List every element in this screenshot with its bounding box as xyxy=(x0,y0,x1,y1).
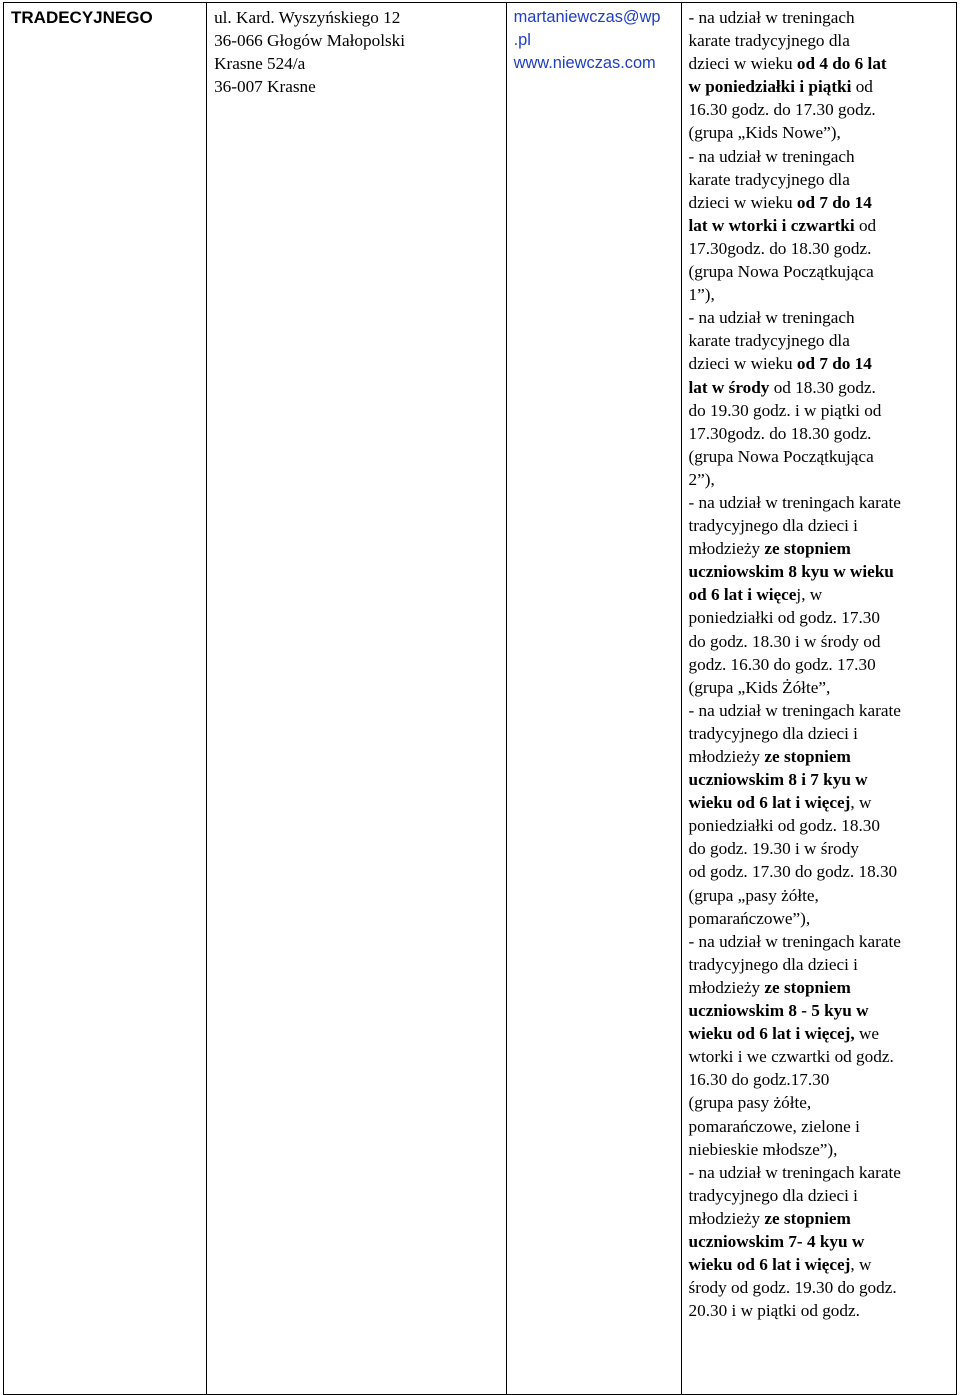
text: - na udział w treningach karate xyxy=(688,931,901,951)
text: od 18.30 godz. xyxy=(769,377,876,397)
text: poniedziałki od godz. 18.30 xyxy=(688,816,880,836)
description-line xyxy=(689,1045,950,1068)
text: 17.30godz. do 18.30 godz. xyxy=(688,423,872,443)
description-line xyxy=(689,1207,950,1230)
description-line xyxy=(689,630,950,653)
text: - na udział w treningach xyxy=(688,8,855,27)
description-line xyxy=(689,976,950,999)
text: 16.30 godz. do 17.30 godz. xyxy=(688,100,876,120)
bold-text: ze stopniem xyxy=(764,977,851,997)
organization-table xyxy=(3,2,957,1395)
description-line xyxy=(689,491,950,514)
text: - na udział w treningach xyxy=(688,146,855,166)
website-link[interactable]: www.niewczas.com xyxy=(513,54,656,73)
text: tradycyjnego dla dzieci i xyxy=(688,723,858,743)
bold-text: od 7 do 14 xyxy=(796,192,872,212)
description-line xyxy=(689,52,950,75)
description-line xyxy=(689,1253,950,1276)
text: karate tradycyjnego dla xyxy=(688,31,850,51)
description-line xyxy=(689,999,950,1022)
text: młodzieży xyxy=(688,539,765,559)
bold-text: ze stopniem xyxy=(764,747,851,766)
text: karate tradycyjnego dla xyxy=(688,169,850,189)
address-line: Krasne 524/a xyxy=(214,54,306,74)
description-line xyxy=(689,468,950,491)
bold-text: ze stopniem xyxy=(764,539,851,559)
description-line xyxy=(689,953,950,976)
text: 17.30godz. do 18.30 godz. xyxy=(688,238,872,258)
text: dzieci w wieku xyxy=(688,54,797,74)
organization-name-cell xyxy=(4,3,207,1395)
bold-text: od 7 do 14 xyxy=(796,354,872,374)
text: 1”), xyxy=(688,285,715,305)
text: tradycyjnego dla dzieci i xyxy=(688,516,858,536)
text: (grupa „pasy żółte, xyxy=(688,885,819,905)
bold-text: od 6 lat i więce xyxy=(688,585,797,605)
description-line xyxy=(689,6,950,29)
contact-cell xyxy=(506,3,681,1395)
description-line xyxy=(689,1115,950,1138)
email-link-continued[interactable]: .pl xyxy=(513,31,531,50)
bold-text: lat w wtorki i czwartki xyxy=(688,215,855,235)
bold-text: wieku od 6 lat i więcej xyxy=(688,1255,851,1275)
description-line xyxy=(689,560,950,583)
description-line xyxy=(689,537,950,560)
text: (grupa „Kids Nowe”), xyxy=(688,123,841,143)
description-line xyxy=(689,1184,950,1207)
description-line xyxy=(689,168,950,191)
text: , w xyxy=(850,793,872,813)
text: do godz. 18.30 i w środy od xyxy=(688,631,881,651)
description-line xyxy=(689,930,950,953)
address-cell xyxy=(207,3,507,1395)
description-line xyxy=(689,860,950,883)
text: 16.30 do godz.17.30 xyxy=(688,1070,830,1090)
description-line xyxy=(689,306,950,329)
description-line xyxy=(689,283,950,306)
description-line xyxy=(689,722,950,745)
description-line xyxy=(689,676,950,699)
description-line xyxy=(689,1022,950,1045)
text: od xyxy=(854,215,877,235)
bold-text: od 4 do 6 lat xyxy=(796,54,887,74)
description-line xyxy=(689,514,950,537)
text: młodzieży xyxy=(688,1208,765,1228)
text: do 19.30 godz. i w piątki od xyxy=(688,400,882,420)
text: do godz. 19.30 i w środy xyxy=(688,839,859,859)
bold-text: wieku od 6 lat i więcej xyxy=(688,793,851,813)
text: 20.30 i w piątki od godz. xyxy=(688,1301,860,1321)
bold-text: uczniowskim 8 - 5 kyu w xyxy=(688,1001,869,1021)
description-line xyxy=(689,791,950,814)
bold-text: wieku od 6 lat i więcej, xyxy=(688,1024,855,1044)
description-line xyxy=(689,837,950,860)
description-line xyxy=(689,1068,950,1091)
description-line xyxy=(689,884,950,907)
description-line xyxy=(689,445,950,468)
bold-text: ze stopniem xyxy=(764,1208,851,1228)
text: 2”), xyxy=(688,469,715,489)
description-line xyxy=(689,699,950,722)
description-line xyxy=(689,329,950,352)
description-line xyxy=(689,422,950,445)
address-line: ul. Kard. Wyszyńskiego 12 xyxy=(214,8,401,27)
email-link[interactable]: martaniewczas@wp xyxy=(513,8,661,26)
address-line: 36-007 Krasne xyxy=(214,77,316,97)
bold-text: uczniowskim 8 kyu w wieku xyxy=(688,562,894,582)
address-line: 36-066 Głogów Małopolski xyxy=(214,31,406,51)
description-line xyxy=(689,1299,950,1322)
bold-text: w poniedziałki i piątki xyxy=(688,77,852,97)
table-row xyxy=(4,3,957,1395)
description-line xyxy=(689,606,950,629)
text: (grupa pasy żółte, xyxy=(688,1093,812,1113)
description-line xyxy=(689,399,950,422)
description-line xyxy=(689,1161,950,1184)
text: , w xyxy=(850,1255,872,1275)
text: tradycyjnego dla dzieci i xyxy=(688,954,858,974)
text: młodzieży xyxy=(688,977,765,997)
text: młodzieży xyxy=(688,747,765,766)
text: karate tradycyjnego dla xyxy=(688,331,850,351)
text: - na udział w treningach karate xyxy=(688,1162,901,1182)
description-line xyxy=(689,121,950,144)
text: (grupa „Kids Żółte”, xyxy=(688,677,831,697)
description-line xyxy=(689,653,950,676)
description-line xyxy=(689,768,950,791)
description-line xyxy=(689,907,950,930)
text: poniedziałki od godz. 17.30 xyxy=(688,608,880,628)
description-line xyxy=(689,1276,950,1299)
description-line xyxy=(689,376,950,399)
bold-text: uczniowskim 8 i 7 kyu w xyxy=(688,770,868,790)
text: tradycyjnego dla dzieci i xyxy=(688,1185,858,1205)
bold-text: uczniowskim 7- 4 kyu w xyxy=(688,1231,865,1251)
training-description xyxy=(689,6,950,1322)
text: (grupa Nowa Początkująca xyxy=(688,446,874,466)
text: we xyxy=(854,1024,880,1044)
description-line xyxy=(689,75,950,98)
description-line xyxy=(689,145,950,168)
text: dzieci w wieku xyxy=(688,354,797,374)
description-line xyxy=(689,237,950,260)
text: środy od godz. 19.30 do godz. xyxy=(688,1278,897,1298)
description-line xyxy=(689,745,950,768)
text: niebieskie młodsze”), xyxy=(688,1139,838,1159)
description-line xyxy=(689,29,950,52)
description-line xyxy=(689,260,950,283)
bold-text: lat w środy xyxy=(688,377,770,397)
description-line xyxy=(689,1138,950,1161)
text: godz. 16.30 do godz. 17.30 xyxy=(688,654,876,674)
text: dzieci w wieku xyxy=(688,192,797,212)
text: j, w xyxy=(796,585,823,605)
text: (grupa Nowa Początkująca xyxy=(688,262,874,282)
text: wtorki i we czwartki od godz. xyxy=(688,1047,894,1067)
text: od godz. 17.30 do godz. 18.30 xyxy=(688,862,898,882)
text: - na udział w treningach xyxy=(688,308,855,328)
description-line xyxy=(689,814,950,837)
text: pomarańczowe, zielone i xyxy=(688,1116,860,1136)
text: od xyxy=(851,77,873,97)
description-line xyxy=(689,1091,950,1114)
text: - na udział w treningach karate xyxy=(688,700,901,720)
description-line xyxy=(689,352,950,375)
organization-name: TRADECYJNEGO xyxy=(11,8,153,27)
description-line xyxy=(689,98,950,121)
description-cell xyxy=(681,3,956,1395)
description-line xyxy=(689,191,950,214)
description-line xyxy=(689,583,950,606)
text: - na udział w treningach karate xyxy=(688,492,901,512)
description-line xyxy=(689,1230,950,1253)
text: pomarańczowe”), xyxy=(688,908,811,928)
description-line xyxy=(689,214,950,237)
